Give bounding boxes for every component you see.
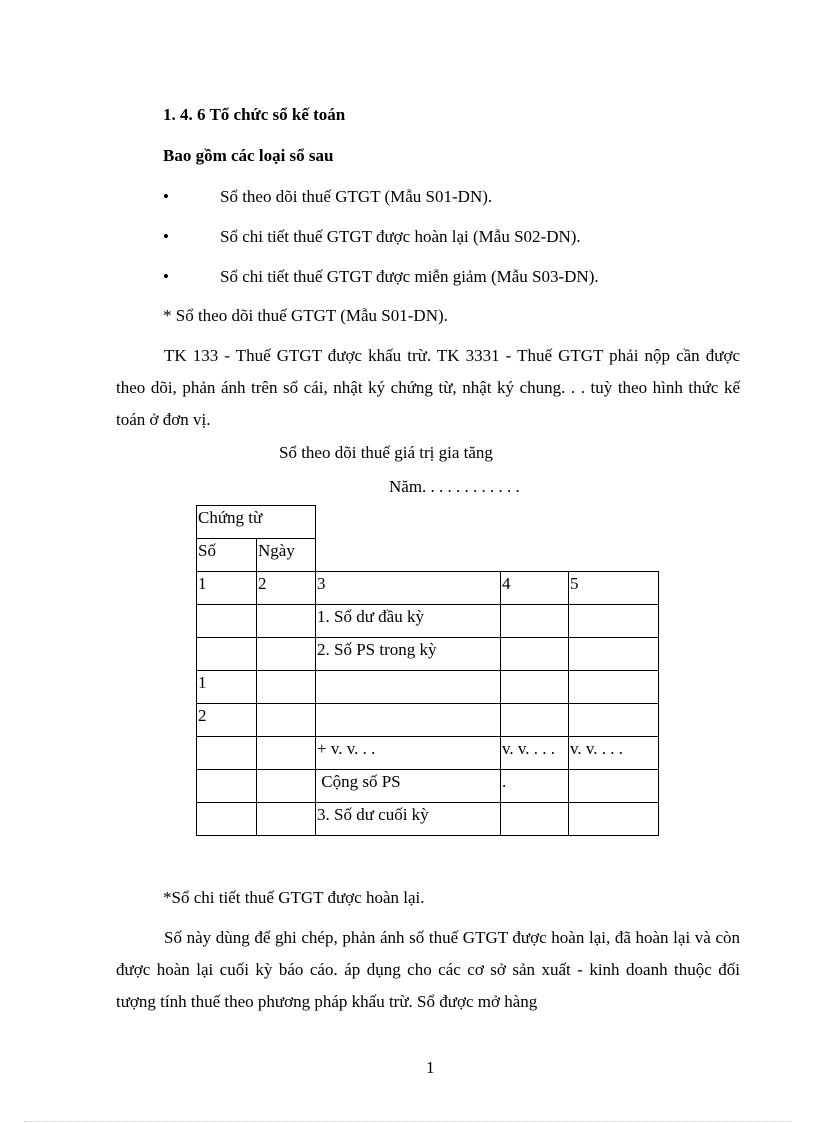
paragraph-text: Số này dùng để ghi chép, phản ánh số thuế GTGT được hoàn lại, đã hoàn lại và còn được hoàn lại cuối kỳ báo cáo. áp dụng cho các cơ sở sản xuất - kinh doanh thuộc đối tượng tính thuế theo phương pháp khấu trừ. Sổ được mở hàng [116, 928, 740, 1011]
table-cell [501, 671, 569, 704]
table-cell [197, 737, 257, 770]
table-cell [569, 605, 659, 638]
table-cell [197, 803, 257, 836]
table-cell: 2 [257, 572, 316, 605]
bullet-dot-icon: • [163, 187, 169, 206]
table-header-row [197, 506, 659, 539]
page-number: 1 [426, 1058, 435, 1077]
table-row [197, 737, 659, 770]
table-cell: + v. v. . . [316, 737, 501, 770]
table-cell: 1. Số dư đầu kỳ [316, 605, 501, 638]
paragraph-refund [116, 922, 740, 1018]
table-cell [257, 638, 316, 671]
section-heading: 1. 4. 6 Tổ chức sổ kế toán [163, 105, 346, 124]
table-cell: v. v. . . . [501, 737, 569, 770]
table-cell [316, 704, 501, 737]
table-cell: 1 [197, 572, 257, 605]
section-subheading: Bao gồm các loại sổ sau [163, 146, 334, 165]
table-header-row [197, 539, 659, 572]
table-cell [197, 605, 257, 638]
table-cell: 2. Số PS trong kỳ [316, 638, 501, 671]
table-cell: 4 [501, 572, 569, 605]
table-cell [569, 671, 659, 704]
table-row [197, 770, 659, 803]
table-row [197, 803, 659, 836]
table-cell [501, 704, 569, 737]
bullet-text: Sổ chi tiết thuế GTGT được miễn giảm (Mẫu S03-DN). [220, 267, 599, 286]
table-cell [197, 770, 257, 803]
table-cell [257, 737, 316, 770]
table-cell [501, 638, 569, 671]
page-bottom-divider [24, 1121, 792, 1122]
table-cell: 5 [569, 572, 659, 605]
table-cell: v. v. . . . [569, 737, 659, 770]
vat-ledger-table [196, 505, 659, 836]
bullet-dot-icon: • [163, 267, 169, 286]
table-cell [257, 671, 316, 704]
table-row [197, 605, 659, 638]
table-row [197, 704, 659, 737]
table-cell [501, 803, 569, 836]
note-s01: * Sổ theo dõi thuế GTGT (Mẫu S01-DN). [163, 306, 448, 325]
table-cell: 2 [197, 704, 257, 737]
table-cell [257, 704, 316, 737]
table-cell [316, 671, 501, 704]
table-cell [569, 638, 659, 671]
table-cell [569, 803, 659, 836]
table-row [197, 671, 659, 704]
header-ngay: Ngày [257, 539, 316, 572]
paragraph-text: TK 133 - Thuế GTGT được khấu trừ. TK 3331 - Thuế GTGT phải nộp cần được theo dõi, phản ánh trên sổ cái, nhật ký chứng từ, nhật ký chung. . . tuỳ theo hình thức kế toán ở đơn vị. [116, 346, 740, 429]
table-cell [257, 770, 316, 803]
paragraph-accounts [116, 340, 740, 436]
table-title: Sổ theo dõi thuế giá trị gia tăng [279, 443, 493, 462]
table-cell: 1 [197, 671, 257, 704]
table-cell [569, 704, 659, 737]
table-cell: Cộng số PS [316, 770, 501, 803]
table-cell [257, 803, 316, 836]
table-cell [197, 638, 257, 671]
table-cell: 3 [316, 572, 501, 605]
note-s02: *Sổ chi tiết thuế GTGT được hoàn lại. [163, 888, 425, 907]
bullet-text: Sổ chi tiết thuế GTGT được hoàn lại (Mẫu S02-DN). [220, 227, 581, 246]
table-cell: . [501, 770, 569, 803]
table-cell: 3. Số dư cuối kỳ [316, 803, 501, 836]
table-cell [569, 770, 659, 803]
header-chung-tu: Chứng từ [197, 506, 316, 539]
header-so: Số [197, 539, 257, 572]
table-row [197, 638, 659, 671]
table-cell [257, 605, 316, 638]
bullet-text: Sổ theo dõi thuế GTGT (Mẫu S01-DN). [220, 187, 493, 206]
table-year: Năm. . . . . . . . . . . . [389, 477, 520, 496]
bullet-dot-icon: • [163, 227, 169, 246]
table-number-row [197, 572, 659, 605]
table-cell [501, 605, 569, 638]
